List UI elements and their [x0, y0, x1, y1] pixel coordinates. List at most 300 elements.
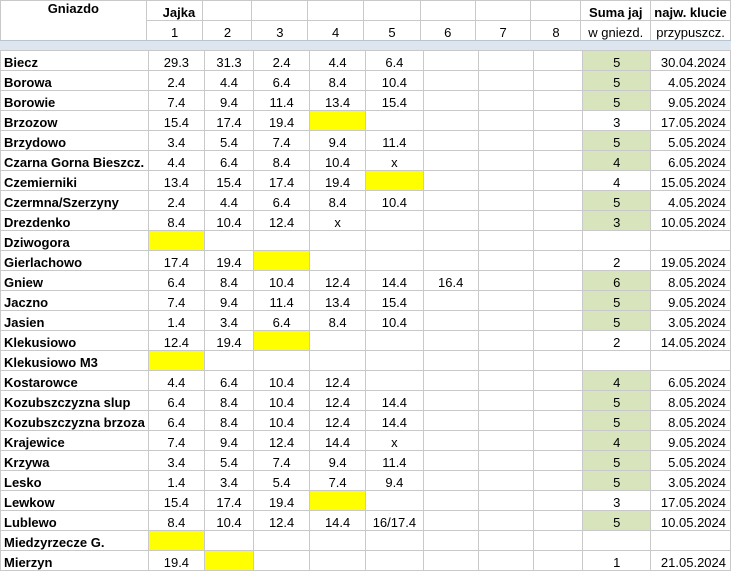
header-hatch-line1: najw. klucie: [651, 1, 731, 21]
egg-date-cell[interactable]: 4.4: [310, 51, 366, 71]
egg-date-cell[interactable]: [310, 531, 366, 551]
egg-date-cell[interactable]: [533, 191, 582, 211]
hatch-date-cell[interactable]: 6.05.2024: [651, 151, 731, 171]
egg-date-cell[interactable]: [310, 331, 366, 351]
egg-date-cell[interactable]: [478, 51, 533, 71]
egg-date-cell[interactable]: [310, 551, 366, 571]
nest-name-cell[interactable]: Krajewice: [1, 431, 149, 451]
egg-date-cell[interactable]: [366, 551, 424, 571]
egg-date-cell[interactable]: 10.4: [254, 371, 310, 391]
egg-sum-cell[interactable]: 3: [583, 111, 651, 131]
egg-date-cell[interactable]: 3.4: [204, 311, 253, 331]
egg-date-cell[interactable]: [254, 531, 310, 551]
egg-date-cell[interactable]: 12.4: [310, 271, 366, 291]
hatch-date-cell[interactable]: 15.05.2024: [651, 171, 731, 191]
hatch-date-cell[interactable]: 21.05.2024: [651, 551, 731, 571]
egg-date-cell[interactable]: 9.4: [204, 431, 253, 451]
hatch-date-cell[interactable]: [651, 531, 731, 551]
table-row: [1, 551, 731, 571]
nest-name-cell[interactable]: Klekusiowo: [1, 331, 149, 351]
egg-date-cell[interactable]: [533, 411, 582, 431]
egg-date-cell[interactable]: [533, 171, 582, 191]
egg-sum-cell[interactable]: 4: [583, 431, 651, 451]
egg-date-cell[interactable]: 6.4: [254, 71, 310, 91]
egg-date-cell[interactable]: [478, 451, 533, 471]
egg-date-cell[interactable]: [423, 151, 478, 171]
egg-date-cell[interactable]: [533, 111, 582, 131]
egg-date-cell[interactable]: [533, 451, 582, 471]
egg-date-cell[interactable]: 19.4: [148, 551, 204, 571]
egg-date-cell[interactable]: [423, 451, 478, 471]
egg-date-cell[interactable]: 15.4: [204, 171, 253, 191]
hatch-date-cell[interactable]: 9.05.2024: [651, 91, 731, 111]
egg-date-cell[interactable]: [423, 331, 478, 351]
egg-sum-cell[interactable]: 4: [583, 371, 651, 391]
egg-date-cell[interactable]: [478, 291, 533, 311]
hatch-date-cell[interactable]: 4.05.2024: [651, 71, 731, 91]
egg-date-cell[interactable]: 12.4: [148, 331, 204, 351]
nest-name-cell[interactable]: Dziwogora: [1, 231, 149, 251]
egg-date-cell[interactable]: 12.4: [254, 511, 310, 531]
egg-date-cell[interactable]: 6.4: [204, 371, 253, 391]
egg-date-cell[interactable]: 17.4: [204, 491, 253, 511]
egg-date-cell[interactable]: 4.4: [148, 151, 204, 171]
egg-date-cell[interactable]: [533, 511, 582, 531]
table-row: [1, 251, 731, 271]
egg-date-cell[interactable]: [423, 71, 478, 91]
egg-date-cell[interactable]: 9.4: [366, 471, 424, 491]
egg-date-cell[interactable]: [533, 331, 582, 351]
egg-date-cell[interactable]: 4.4: [148, 371, 204, 391]
egg-date-cell[interactable]: 9.4: [204, 291, 253, 311]
nest-name-cell[interactable]: Miedzyrzecze G.: [1, 531, 149, 551]
egg-date-cell[interactable]: 29.3: [148, 51, 204, 71]
egg-date-cell[interactable]: [478, 151, 533, 171]
egg-date-cell[interactable]: [533, 71, 582, 91]
egg-date-cell[interactable]: 8.4: [204, 411, 253, 431]
egg-date-cell[interactable]: [423, 531, 478, 551]
egg-sum-cell[interactable]: 5: [583, 471, 651, 491]
egg-date-cell[interactable]: 1.4: [148, 311, 204, 331]
egg-date-cell[interactable]: [533, 231, 582, 251]
egg-date-cell[interactable]: 10.4: [254, 391, 310, 411]
egg-date-cell[interactable]: 10.4: [310, 151, 366, 171]
egg-sum-cell[interactable]: 2: [583, 331, 651, 351]
egg-date-cell[interactable]: [148, 531, 204, 551]
hatch-date-cell[interactable]: 4.05.2024: [651, 191, 731, 211]
egg-date-cell[interactable]: 13.4: [148, 171, 204, 191]
egg-date-cell[interactable]: [478, 71, 533, 91]
egg-date-cell[interactable]: 12.4: [310, 371, 366, 391]
egg-date-cell[interactable]: [478, 271, 533, 291]
egg-date-cell[interactable]: 13.4: [310, 91, 366, 111]
egg-date-cell[interactable]: 12.4: [254, 431, 310, 451]
egg-date-cell[interactable]: 14.4: [310, 431, 366, 451]
nest-name-cell[interactable]: Jasien: [1, 311, 149, 331]
egg-date-cell[interactable]: [533, 371, 582, 391]
egg-date-cell[interactable]: 8.4: [254, 151, 310, 171]
egg-date-cell[interactable]: [254, 331, 310, 351]
egg-date-cell[interactable]: [423, 131, 478, 151]
egg-date-cell[interactable]: [310, 251, 366, 271]
egg-date-cell[interactable]: [366, 171, 424, 191]
hatch-date-cell[interactable]: 8.05.2024: [651, 411, 731, 431]
egg-date-cell[interactable]: [310, 491, 366, 511]
nest-name-cell[interactable]: Lewkow: [1, 491, 149, 511]
hatch-date-cell[interactable]: 9.05.2024: [651, 291, 731, 311]
hatch-date-cell[interactable]: 6.05.2024: [651, 371, 731, 391]
egg-date-cell[interactable]: [423, 231, 478, 251]
egg-date-cell[interactable]: [423, 411, 478, 431]
egg-date-cell[interactable]: [423, 191, 478, 211]
hatch-date-cell[interactable]: 10.05.2024: [651, 511, 731, 531]
egg-sum-cell[interactable]: 6: [583, 271, 651, 291]
egg-date-cell[interactable]: [310, 351, 366, 371]
egg-date-cell[interactable]: [423, 351, 478, 371]
nest-name-cell[interactable]: Jaczno: [1, 291, 149, 311]
egg-date-cell[interactable]: [478, 531, 533, 551]
egg-date-cell[interactable]: [423, 211, 478, 231]
egg-date-cell[interactable]: 11.4: [254, 291, 310, 311]
egg-sum-cell[interactable]: 1: [583, 551, 651, 571]
egg-date-cell[interactable]: 8.4: [148, 211, 204, 231]
egg-date-cell[interactable]: 11.4: [366, 451, 424, 471]
egg-date-cell[interactable]: 2.4: [148, 191, 204, 211]
egg-sum-cell[interactable]: [583, 231, 651, 251]
egg-sum-cell[interactable]: 5: [583, 71, 651, 91]
hatch-date-cell[interactable]: 5.05.2024: [651, 131, 731, 151]
egg-date-cell[interactable]: [478, 331, 533, 351]
egg-date-cell[interactable]: 9.4: [204, 91, 253, 111]
egg-sum-cell[interactable]: 5: [583, 391, 651, 411]
egg-date-cell[interactable]: [533, 211, 582, 231]
egg-sum-cell[interactable]: [583, 351, 651, 371]
egg-date-cell[interactable]: [478, 231, 533, 251]
egg-date-cell[interactable]: [148, 351, 204, 371]
egg-date-cell[interactable]: 14.4: [366, 411, 424, 431]
egg-date-cell[interactable]: [533, 271, 582, 291]
egg-date-cell[interactable]: [533, 131, 582, 151]
nests-table: [0, 50, 731, 571]
nest-name-cell[interactable]: Mierzyn: [1, 551, 149, 571]
hatch-date-cell[interactable]: 19.05.2024: [651, 251, 731, 271]
nest-name-cell[interactable]: Borowie: [1, 91, 149, 111]
egg-date-cell[interactable]: [533, 471, 582, 491]
egg-date-cell[interactable]: 19.4: [254, 491, 310, 511]
hatch-date-cell[interactable]: [651, 351, 731, 371]
egg-date-cell[interactable]: [478, 551, 533, 571]
egg-date-cell[interactable]: 3.4: [204, 471, 253, 491]
egg-sum-cell[interactable]: 5: [583, 131, 651, 151]
egg-sum-cell[interactable]: 3: [583, 491, 651, 511]
egg-date-cell[interactable]: 10.4: [204, 511, 253, 531]
egg-date-cell[interactable]: [423, 471, 478, 491]
egg-date-cell[interactable]: 16/17.4: [366, 511, 424, 531]
egg-date-cell[interactable]: 15.4: [148, 491, 204, 511]
egg-date-cell[interactable]: [423, 491, 478, 511]
egg-date-cell[interactable]: [478, 111, 533, 131]
nest-name-cell[interactable]: Brzydowo: [1, 131, 149, 151]
egg-date-cell[interactable]: [533, 311, 582, 331]
hatch-date-cell[interactable]: 10.05.2024: [651, 211, 731, 231]
egg-date-cell[interactable]: [204, 531, 253, 551]
nest-name-cell[interactable]: Kozubszczyzna brzoza: [1, 411, 149, 431]
hatch-date-cell[interactable]: 3.05.2024: [651, 311, 731, 331]
egg-date-cell[interactable]: [366, 111, 424, 131]
egg-date-cell[interactable]: 10.4: [204, 211, 253, 231]
table-row: [1, 531, 731, 551]
egg-date-cell[interactable]: [478, 471, 533, 491]
egg-date-cell[interactable]: 4.4: [204, 71, 253, 91]
egg-date-cell[interactable]: [533, 351, 582, 371]
hatch-date-cell[interactable]: 8.05.2024: [651, 391, 731, 411]
egg-sum-cell[interactable]: 5: [583, 451, 651, 471]
egg-date-cell[interactable]: 11.4: [254, 91, 310, 111]
egg-date-cell[interactable]: [423, 551, 478, 571]
nest-name-cell[interactable]: Czermna/Szerzyny: [1, 191, 149, 211]
egg-date-cell[interactable]: x: [366, 431, 424, 451]
egg-date-cell[interactable]: 9.4: [310, 451, 366, 471]
egg-date-cell[interactable]: [478, 411, 533, 431]
egg-date-cell[interactable]: [533, 251, 582, 271]
egg-date-cell[interactable]: 5.4: [254, 471, 310, 491]
egg-date-cell[interactable]: [533, 431, 582, 451]
hatch-date-cell[interactable]: 5.05.2024: [651, 451, 731, 471]
egg-date-cell[interactable]: 7.4: [148, 291, 204, 311]
egg-sum-cell[interactable]: 4: [583, 151, 651, 171]
egg-date-cell[interactable]: [366, 491, 424, 511]
egg-date-cell[interactable]: 7.4: [148, 431, 204, 451]
egg-date-cell[interactable]: [478, 131, 533, 151]
egg-date-cell[interactable]: 8.4: [310, 71, 366, 91]
egg-date-cell[interactable]: 15.4: [148, 111, 204, 131]
egg-date-cell[interactable]: 3.4: [148, 451, 204, 471]
egg-date-cell[interactable]: 7.4: [254, 131, 310, 151]
egg-date-cell[interactable]: x: [310, 211, 366, 231]
nest-name-cell[interactable]: Lublewo: [1, 511, 149, 531]
egg-date-cell[interactable]: [366, 531, 424, 551]
egg-date-cell[interactable]: x: [366, 151, 424, 171]
egg-date-cell[interactable]: 10.4: [366, 71, 424, 91]
egg-date-cell[interactable]: [366, 211, 424, 231]
egg-date-cell[interactable]: [533, 551, 582, 571]
egg-date-cell[interactable]: 9.4: [310, 131, 366, 151]
egg-date-cell[interactable]: [533, 151, 582, 171]
egg-date-cell[interactable]: [533, 51, 582, 71]
egg-date-cell[interactable]: [478, 491, 533, 511]
egg-date-cell[interactable]: [204, 551, 253, 571]
egg-date-cell[interactable]: 31.3: [204, 51, 253, 71]
nest-name-cell[interactable]: Kostarowce: [1, 371, 149, 391]
egg-date-cell[interactable]: [366, 371, 424, 391]
egg-date-cell[interactable]: [533, 391, 582, 411]
nest-name-cell[interactable]: Kozubszczyzna slup: [1, 391, 149, 411]
egg-date-cell[interactable]: [478, 171, 533, 191]
egg-date-cell[interactable]: 14.4: [366, 391, 424, 411]
egg-date-cell[interactable]: [254, 351, 310, 371]
egg-date-cell[interactable]: [478, 511, 533, 531]
egg-date-cell[interactable]: [533, 491, 582, 511]
hatch-date-cell[interactable]: 17.05.2024: [651, 111, 731, 131]
egg-date-cell[interactable]: 8.4: [204, 271, 253, 291]
egg-date-cell[interactable]: 17.4: [148, 251, 204, 271]
egg-date-cell[interactable]: 6.4: [204, 151, 253, 171]
egg-date-cell[interactable]: [478, 371, 533, 391]
egg-sum-cell[interactable]: 5: [583, 51, 651, 71]
egg-col-1: 1: [146, 21, 203, 41]
egg-date-cell[interactable]: [478, 211, 533, 231]
egg-date-cell[interactable]: 19.4: [310, 171, 366, 191]
egg-date-cell[interactable]: 10.4: [366, 311, 424, 331]
hatch-date-cell[interactable]: 8.05.2024: [651, 271, 731, 291]
nest-name-cell[interactable]: Krzywa: [1, 451, 149, 471]
hatch-date-cell[interactable]: 14.05.2024: [651, 331, 731, 351]
egg-date-cell[interactable]: [423, 391, 478, 411]
egg-date-cell[interactable]: 2.4: [148, 71, 204, 91]
hatch-date-cell[interactable]: [651, 231, 731, 251]
egg-date-cell[interactable]: 14.4: [366, 271, 424, 291]
table-row: [1, 51, 731, 71]
egg-date-cell[interactable]: [254, 251, 310, 271]
egg-date-cell[interactable]: [478, 91, 533, 111]
egg-date-cell[interactable]: [478, 391, 533, 411]
egg-date-cell[interactable]: 11.4: [366, 131, 424, 151]
egg-sum-cell[interactable]: 5: [583, 511, 651, 531]
egg-date-cell[interactable]: [310, 111, 366, 131]
egg-date-cell[interactable]: [204, 351, 253, 371]
table-row: [1, 151, 731, 171]
egg-date-cell[interactable]: [366, 251, 424, 271]
egg-date-cell[interactable]: 10.4: [254, 271, 310, 291]
egg-date-cell[interactable]: 12.4: [310, 411, 366, 431]
hatch-date-cell[interactable]: 30.04.2024: [651, 51, 731, 71]
egg-sum-cell[interactable]: 3: [583, 211, 651, 231]
egg-date-cell[interactable]: 7.4: [148, 91, 204, 111]
egg-date-cell[interactable]: 17.4: [254, 171, 310, 191]
nest-name-cell[interactable]: Borowa: [1, 71, 149, 91]
egg-date-cell[interactable]: 6.4: [148, 391, 204, 411]
egg-date-cell[interactable]: [423, 111, 478, 131]
egg-date-cell[interactable]: 6.4: [148, 271, 204, 291]
egg-date-cell[interactable]: [533, 531, 582, 551]
egg-sum-cell[interactable]: [583, 531, 651, 551]
egg-date-cell[interactable]: [204, 231, 253, 251]
egg-date-cell[interactable]: 8.4: [310, 191, 366, 211]
nest-name-cell[interactable]: Klekusiowo M3: [1, 351, 149, 371]
egg-date-cell[interactable]: [423, 91, 478, 111]
egg-date-cell[interactable]: [423, 51, 478, 71]
egg-date-cell[interactable]: 19.4: [204, 251, 253, 271]
egg-date-cell[interactable]: 5.4: [204, 451, 253, 471]
egg-date-cell[interactable]: 13.4: [310, 291, 366, 311]
egg-date-cell[interactable]: [533, 291, 582, 311]
egg-date-cell[interactable]: 2.4: [254, 51, 310, 71]
egg-sum-cell[interactable]: 5: [583, 91, 651, 111]
egg-date-cell[interactable]: 1.4: [148, 471, 204, 491]
egg-date-cell[interactable]: [366, 331, 424, 351]
nest-name-cell[interactable]: Drezdenko: [1, 211, 149, 231]
egg-date-cell[interactable]: 19.4: [254, 111, 310, 131]
egg-date-cell[interactable]: 12.4: [310, 391, 366, 411]
egg-date-cell[interactable]: 8.4: [310, 311, 366, 331]
egg-col-7: 7: [475, 21, 531, 41]
header-sum-line2: w gniezd.: [581, 21, 651, 41]
table-row: [1, 311, 731, 331]
egg-date-cell[interactable]: [423, 371, 478, 391]
nest-name-cell[interactable]: Gniew: [1, 271, 149, 291]
egg-date-cell[interactable]: [478, 351, 533, 371]
egg-date-cell[interactable]: [423, 291, 478, 311]
egg-date-cell[interactable]: 14.4: [310, 511, 366, 531]
egg-sum-cell[interactable]: 5: [583, 191, 651, 211]
egg-date-cell[interactable]: [254, 231, 310, 251]
hatch-date-cell[interactable]: 9.05.2024: [651, 431, 731, 451]
egg-date-cell[interactable]: 15.4: [366, 291, 424, 311]
egg-sum-cell[interactable]: 5: [583, 311, 651, 331]
hatch-date-cell[interactable]: 3.05.2024: [651, 471, 731, 491]
nest-name-cell[interactable]: Lesko: [1, 471, 149, 491]
egg-date-cell[interactable]: [310, 231, 366, 251]
egg-date-cell[interactable]: [366, 231, 424, 251]
egg-date-cell[interactable]: [423, 251, 478, 271]
egg-date-cell[interactable]: 10.4: [254, 411, 310, 431]
egg-date-cell[interactable]: [423, 511, 478, 531]
egg-date-cell[interactable]: 6.4: [254, 191, 310, 211]
nest-name-cell[interactable]: Czemierniki: [1, 171, 149, 191]
nest-name-cell[interactable]: Biecz: [1, 51, 149, 71]
egg-date-cell[interactable]: [423, 311, 478, 331]
egg-date-cell[interactable]: [148, 231, 204, 251]
egg-date-cell[interactable]: 4.4: [204, 191, 253, 211]
egg-sum-cell[interactable]: 2: [583, 251, 651, 271]
egg-date-cell[interactable]: 6.4: [254, 311, 310, 331]
egg-date-cell[interactable]: 8.4: [148, 511, 204, 531]
egg-date-cell[interactable]: 7.4: [254, 451, 310, 471]
egg-date-cell[interactable]: 7.4: [310, 471, 366, 491]
egg-date-cell[interactable]: [478, 311, 533, 331]
egg-date-cell[interactable]: 6.4: [148, 411, 204, 431]
table-row: [1, 71, 731, 91]
nest-name-cell[interactable]: Gierlachowo: [1, 251, 149, 271]
egg-sum-cell[interactable]: 4: [583, 171, 651, 191]
egg-date-cell[interactable]: 5.4: [204, 131, 253, 151]
egg-date-cell[interactable]: [478, 431, 533, 451]
egg-date-cell[interactable]: 12.4: [254, 211, 310, 231]
egg-date-cell[interactable]: [366, 351, 424, 371]
egg-date-cell[interactable]: [254, 551, 310, 571]
egg-date-cell[interactable]: [423, 171, 478, 191]
egg-date-cell[interactable]: 3.4: [148, 131, 204, 151]
egg-date-cell[interactable]: 19.4: [204, 331, 253, 351]
egg-date-cell[interactable]: 8.4: [204, 391, 253, 411]
egg-date-cell[interactable]: 6.4: [366, 51, 424, 71]
egg-date-cell[interactable]: [478, 191, 533, 211]
nest-name-cell[interactable]: Czarna Gorna Bieszcz.: [1, 151, 149, 171]
hatch-date-cell[interactable]: 17.05.2024: [651, 491, 731, 511]
egg-sum-cell[interactable]: 5: [583, 291, 651, 311]
egg-date-cell[interactable]: [533, 91, 582, 111]
egg-date-cell[interactable]: [423, 431, 478, 451]
egg-date-cell[interactable]: 17.4: [204, 111, 253, 131]
nest-name-cell[interactable]: Brzozow: [1, 111, 149, 131]
table-row: [1, 471, 731, 491]
egg-date-cell[interactable]: [478, 251, 533, 271]
egg-date-cell[interactable]: 15.4: [366, 91, 424, 111]
egg-col-4: 4: [308, 21, 364, 41]
egg-date-cell[interactable]: 16.4: [423, 271, 478, 291]
egg-sum-cell[interactable]: 5: [583, 411, 651, 431]
egg-date-cell[interactable]: 10.4: [366, 191, 424, 211]
